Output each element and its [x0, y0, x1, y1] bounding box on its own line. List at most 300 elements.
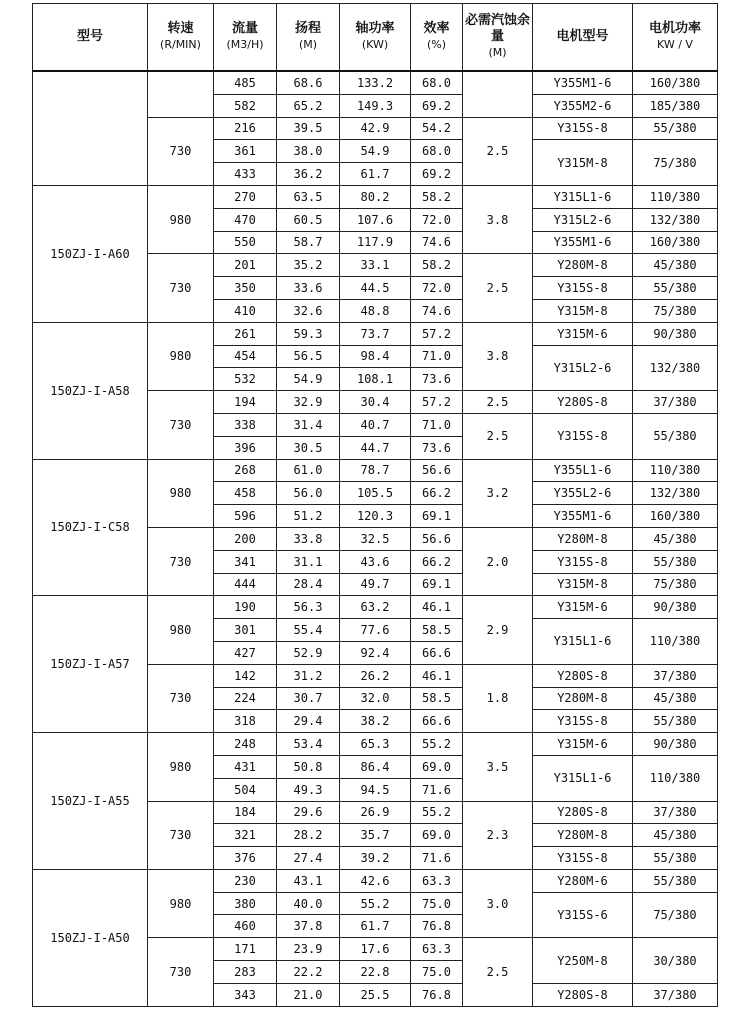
motor-power-cell: 90/380	[633, 596, 718, 619]
efficiency-cell: 69.1	[411, 505, 463, 528]
flow-cell: 396	[214, 436, 277, 459]
head-cell: 28.4	[277, 573, 340, 596]
header-title: 型号	[76, 29, 103, 44]
head-cell: 31.2	[277, 664, 340, 687]
motor-model-cell: Y315L1-6	[533, 755, 633, 801]
efficiency-cell: 66.6	[411, 641, 463, 664]
header-title: 转速	[167, 21, 194, 36]
motor-model-cell: Y315S-8	[533, 847, 633, 870]
efficiency-cell: 72.0	[411, 208, 463, 231]
efficiency-cell: 56.6	[411, 459, 463, 482]
shaft-power-cell: 73.7	[340, 322, 411, 345]
flow-cell: 550	[214, 231, 277, 254]
motor-model-cell: Y280M-8	[533, 824, 633, 847]
efficiency-cell: 75.0	[411, 892, 463, 915]
head-cell: 53.4	[277, 733, 340, 756]
efficiency-cell: 73.6	[411, 436, 463, 459]
flow-cell: 142	[214, 664, 277, 687]
flow-cell: 190	[214, 596, 277, 619]
model-cell: 150ZJ-I-A57	[33, 596, 148, 733]
head-cell: 58.7	[277, 231, 340, 254]
motor-model-cell: Y315S-8	[533, 413, 633, 459]
speed-cell: 730	[148, 938, 214, 1006]
shaft-power-cell: 40.7	[340, 413, 411, 436]
motor-power-cell: 132/380	[633, 345, 718, 391]
motor-power-cell: 30/380	[633, 938, 718, 984]
motor-model-cell: Y355M1-6	[533, 71, 633, 94]
shaft-power-cell: 120.3	[340, 505, 411, 528]
header-title: 必需汽蚀余量	[464, 13, 530, 44]
model-cell: 150ZJ-I-A60	[33, 185, 148, 322]
efficiency-cell: 74.6	[411, 231, 463, 254]
efficiency-cell: 69.2	[411, 94, 463, 117]
flow-cell: 184	[214, 801, 277, 824]
motor-power-cell: 55/380	[633, 869, 718, 892]
shaft-power-cell: 30.4	[340, 391, 411, 414]
table-row	[33, 596, 718, 619]
head-cell: 56.0	[277, 482, 340, 505]
efficiency-cell: 75.0	[411, 961, 463, 984]
shaft-power-cell: 17.6	[340, 938, 411, 961]
shaft-power-cell: 55.2	[340, 892, 411, 915]
speed-cell: 980	[148, 869, 214, 937]
motor-model-cell: Y315M-8	[533, 140, 633, 186]
shaft-power-cell: 42.9	[340, 117, 411, 140]
npsh-cell: 3.8	[463, 185, 533, 253]
shaft-power-cell: 42.6	[340, 869, 411, 892]
shaft-power-cell: 63.2	[340, 596, 411, 619]
motor-model-cell: Y315M-6	[533, 733, 633, 756]
header-title: 流量	[231, 21, 258, 36]
efficiency-cell: 69.2	[411, 163, 463, 186]
header-title: 效率	[423, 21, 450, 36]
flow-cell: 216	[214, 117, 277, 140]
npsh-cell: 2.5	[463, 413, 533, 459]
shaft-power-cell: 25.5	[340, 983, 411, 1006]
motor-power-cell: 55/380	[633, 550, 718, 573]
header-unit: KW / V	[657, 38, 693, 51]
head-cell: 22.2	[277, 961, 340, 984]
speed-cell: 730	[148, 527, 214, 595]
motor-power-cell: 110/380	[633, 459, 718, 482]
head-cell: 59.3	[277, 322, 340, 345]
spec-sheet	[32, 3, 717, 1007]
flow-cell: 270	[214, 185, 277, 208]
shaft-power-cell: 44.7	[340, 436, 411, 459]
model-cell	[33, 71, 148, 185]
motor-model-cell: Y315L1-6	[533, 619, 633, 665]
efficiency-cell: 46.1	[411, 664, 463, 687]
head-cell: 30.5	[277, 436, 340, 459]
head-cell: 40.0	[277, 892, 340, 915]
shaft-power-cell: 39.2	[340, 847, 411, 870]
motor-model-cell: Y315M-6	[533, 322, 633, 345]
motor-model-cell: Y315M-8	[533, 299, 633, 322]
npsh-cell: 2.9	[463, 596, 533, 664]
npsh-cell: 1.8	[463, 664, 533, 732]
head-cell: 68.6	[277, 71, 340, 94]
efficiency-cell: 55.2	[411, 733, 463, 756]
motor-power-cell: 45/380	[633, 527, 718, 550]
table-row	[33, 185, 718, 208]
motor-power-cell: 160/380	[633, 71, 718, 94]
motor-power-cell: 37/380	[633, 801, 718, 824]
npsh-cell: 3.2	[463, 459, 533, 527]
flow-cell: 532	[214, 368, 277, 391]
motor-model-cell: Y280M-6	[533, 869, 633, 892]
shaft-power-cell: 35.7	[340, 824, 411, 847]
speed-cell: 980	[148, 322, 214, 390]
flow-cell: 283	[214, 961, 277, 984]
efficiency-cell: 72.0	[411, 277, 463, 300]
motor-power-cell: 90/380	[633, 733, 718, 756]
header-efficiency	[411, 4, 463, 72]
npsh-cell: 2.5	[463, 117, 533, 185]
efficiency-cell: 58.2	[411, 254, 463, 277]
shaft-power-cell: 105.5	[340, 482, 411, 505]
header-model	[33, 4, 148, 72]
shaft-power-cell: 77.6	[340, 619, 411, 642]
efficiency-cell: 63.3	[411, 938, 463, 961]
motor-power-cell: 37/380	[633, 983, 718, 1006]
head-cell: 29.6	[277, 801, 340, 824]
motor-model-cell: Y250M-8	[533, 938, 633, 984]
flow-cell: 431	[214, 755, 277, 778]
head-cell: 63.5	[277, 185, 340, 208]
head-cell: 54.9	[277, 368, 340, 391]
head-cell: 27.4	[277, 847, 340, 870]
motor-model-cell: Y355M1-6	[533, 231, 633, 254]
header-unit: (M3/H)	[226, 38, 264, 51]
flow-cell: 458	[214, 482, 277, 505]
motor-power-cell: 55/380	[633, 117, 718, 140]
flow-cell: 470	[214, 208, 277, 231]
head-cell: 33.8	[277, 527, 340, 550]
efficiency-cell: 71.6	[411, 847, 463, 870]
motor-model-cell: Y315M-6	[533, 596, 633, 619]
efficiency-cell: 74.6	[411, 299, 463, 322]
shaft-power-cell: 117.9	[340, 231, 411, 254]
shaft-power-cell: 98.4	[340, 345, 411, 368]
flow-cell: 341	[214, 550, 277, 573]
head-cell: 49.3	[277, 778, 340, 801]
speed-cell: 980	[148, 459, 214, 527]
motor-model-cell: Y280M-8	[533, 254, 633, 277]
speed-cell: 980	[148, 733, 214, 801]
shaft-power-cell: 92.4	[340, 641, 411, 664]
motor-model-cell: Y280M-8	[533, 527, 633, 550]
motor-power-cell: 45/380	[633, 824, 718, 847]
motor-power-cell: 75/380	[633, 299, 718, 322]
efficiency-cell: 58.2	[411, 185, 463, 208]
npsh-cell: 2.3	[463, 801, 533, 869]
motor-power-cell: 75/380	[633, 892, 718, 938]
flow-cell: 200	[214, 527, 277, 550]
motor-power-cell: 132/380	[633, 208, 718, 231]
npsh-cell: 3.5	[463, 733, 533, 801]
efficiency-cell: 57.2	[411, 391, 463, 414]
efficiency-cell: 57.2	[411, 322, 463, 345]
motor-model-cell: Y280S-8	[533, 801, 633, 824]
header-head	[277, 4, 340, 72]
efficiency-cell: 76.8	[411, 915, 463, 938]
header-unit: (%)	[426, 38, 447, 51]
model-cell: 150ZJ-I-A55	[33, 733, 148, 870]
model-cell: 150ZJ-I-A50	[33, 869, 148, 1006]
shaft-power-cell: 108.1	[340, 368, 411, 391]
shaft-power-cell: 78.7	[340, 459, 411, 482]
efficiency-cell: 73.6	[411, 368, 463, 391]
head-cell: 51.2	[277, 505, 340, 528]
table-row	[33, 459, 718, 482]
head-cell: 39.5	[277, 117, 340, 140]
motor-power-cell: 110/380	[633, 185, 718, 208]
head-cell: 31.4	[277, 413, 340, 436]
shaft-power-cell: 44.5	[340, 277, 411, 300]
npsh-cell: 2.5	[463, 391, 533, 414]
header-title: 轴功率	[355, 21, 395, 36]
motor-power-cell: 110/380	[633, 619, 718, 665]
npsh-cell: 3.8	[463, 322, 533, 390]
head-cell: 50.8	[277, 755, 340, 778]
motor-power-cell: 110/380	[633, 755, 718, 801]
flow-cell: 485	[214, 71, 277, 94]
flow-cell: 350	[214, 277, 277, 300]
pump-spec-table	[32, 3, 718, 1007]
efficiency-cell: 68.0	[411, 71, 463, 94]
motor-power-cell: 37/380	[633, 664, 718, 687]
speed-cell: 730	[148, 664, 214, 732]
shaft-power-cell: 86.4	[340, 755, 411, 778]
speed-cell: 730	[148, 117, 214, 185]
shaft-power-cell: 80.2	[340, 185, 411, 208]
flow-cell: 224	[214, 687, 277, 710]
flow-cell: 410	[214, 299, 277, 322]
motor-power-cell: 160/380	[633, 231, 718, 254]
shaft-power-cell: 49.7	[340, 573, 411, 596]
model-cell: 150ZJ-I-A58	[33, 322, 148, 459]
motor-power-cell: 55/380	[633, 277, 718, 300]
motor-model-cell: Y315S-8	[533, 710, 633, 733]
header-title: 扬程	[294, 21, 321, 36]
shaft-power-cell: 107.6	[340, 208, 411, 231]
motor-model-cell: Y280S-8	[533, 983, 633, 1006]
flow-cell: 261	[214, 322, 277, 345]
flow-cell: 338	[214, 413, 277, 436]
table-row	[33, 733, 718, 756]
motor-model-cell: Y315L2-6	[533, 208, 633, 231]
efficiency-cell: 55.2	[411, 801, 463, 824]
speed-cell: 980	[148, 185, 214, 253]
motor-model-cell: Y315L2-6	[533, 345, 633, 391]
efficiency-cell: 56.6	[411, 527, 463, 550]
header-unit: (KW)	[361, 38, 389, 51]
flow-cell: 596	[214, 505, 277, 528]
npsh-cell	[463, 71, 533, 117]
flow-cell: 460	[214, 915, 277, 938]
motor-model-cell: Y315S-8	[533, 550, 633, 573]
motor-power-cell: 37/380	[633, 391, 718, 414]
shaft-power-cell: 32.0	[340, 687, 411, 710]
motor-model-cell: Y280S-8	[533, 391, 633, 414]
npsh-cell: 3.0	[463, 869, 533, 937]
header-speed	[148, 4, 214, 72]
head-cell: 56.5	[277, 345, 340, 368]
header-npsh	[463, 4, 533, 72]
table-row	[33, 71, 718, 94]
shaft-power-cell: 26.9	[340, 801, 411, 824]
motor-power-cell: 55/380	[633, 413, 718, 459]
flow-cell: 582	[214, 94, 277, 117]
shaft-power-cell: 32.5	[340, 527, 411, 550]
head-cell: 30.7	[277, 687, 340, 710]
speed-cell	[148, 71, 214, 117]
head-cell: 32.6	[277, 299, 340, 322]
head-cell: 61.0	[277, 459, 340, 482]
npsh-cell: 2.5	[463, 938, 533, 1006]
head-cell: 31.1	[277, 550, 340, 573]
flow-cell: 318	[214, 710, 277, 733]
efficiency-cell: 58.5	[411, 687, 463, 710]
motor-power-cell: 45/380	[633, 687, 718, 710]
efficiency-cell: 68.0	[411, 140, 463, 163]
shaft-power-cell: 48.8	[340, 299, 411, 322]
flow-cell: 171	[214, 938, 277, 961]
head-cell: 52.9	[277, 641, 340, 664]
flow-cell: 248	[214, 733, 277, 756]
motor-model-cell: Y355M2-6	[533, 94, 633, 117]
shaft-power-cell: 26.2	[340, 664, 411, 687]
motor-model-cell: Y355L1-6	[533, 459, 633, 482]
flow-cell: 504	[214, 778, 277, 801]
efficiency-cell: 71.6	[411, 778, 463, 801]
shaft-power-cell: 43.6	[340, 550, 411, 573]
head-cell: 43.1	[277, 869, 340, 892]
head-cell: 55.4	[277, 619, 340, 642]
efficiency-cell: 66.2	[411, 482, 463, 505]
head-cell: 23.9	[277, 938, 340, 961]
flow-cell: 194	[214, 391, 277, 414]
flow-cell: 380	[214, 892, 277, 915]
head-cell: 28.2	[277, 824, 340, 847]
shaft-power-cell: 94.5	[340, 778, 411, 801]
header-shaft-power	[340, 4, 411, 72]
shaft-power-cell: 133.2	[340, 71, 411, 94]
head-cell: 56.3	[277, 596, 340, 619]
head-cell: 37.8	[277, 915, 340, 938]
header-title: 电机型号	[556, 29, 609, 44]
head-cell: 33.6	[277, 277, 340, 300]
motor-power-cell: 45/380	[633, 254, 718, 277]
motor-model-cell: Y315S-6	[533, 892, 633, 938]
header-unit: (M)	[298, 38, 318, 51]
flow-cell: 376	[214, 847, 277, 870]
motor-model-cell: Y315S-8	[533, 277, 633, 300]
motor-model-cell: Y315L1-6	[533, 185, 633, 208]
motor-power-cell: 55/380	[633, 847, 718, 870]
head-cell: 60.5	[277, 208, 340, 231]
head-cell: 35.2	[277, 254, 340, 277]
flow-cell: 444	[214, 573, 277, 596]
motor-model-cell: Y280S-8	[533, 664, 633, 687]
efficiency-cell: 66.2	[411, 550, 463, 573]
head-cell: 65.2	[277, 94, 340, 117]
efficiency-cell: 69.0	[411, 824, 463, 847]
shaft-power-cell: 61.7	[340, 163, 411, 186]
flow-cell: 454	[214, 345, 277, 368]
shaft-power-cell: 33.1	[340, 254, 411, 277]
npsh-cell: 2.5	[463, 254, 533, 322]
motor-model-cell: Y355L2-6	[533, 482, 633, 505]
motor-power-cell: 160/380	[633, 505, 718, 528]
motor-power-cell: 132/380	[633, 482, 718, 505]
efficiency-cell: 66.6	[411, 710, 463, 733]
flow-cell: 433	[214, 163, 277, 186]
motor-power-cell: 75/380	[633, 573, 718, 596]
flow-cell: 201	[214, 254, 277, 277]
header-title: 电机功率	[648, 21, 701, 36]
speed-cell: 730	[148, 254, 214, 322]
header-unit: (M)	[488, 46, 507, 59]
motor-model-cell: Y315M-8	[533, 573, 633, 596]
table-row	[33, 322, 718, 345]
shaft-power-cell: 149.3	[340, 94, 411, 117]
model-cell: 150ZJ-I-C58	[33, 459, 148, 596]
motor-model-cell: Y355M1-6	[533, 505, 633, 528]
flow-cell: 321	[214, 824, 277, 847]
shaft-power-cell: 22.8	[340, 961, 411, 984]
head-cell: 38.0	[277, 140, 340, 163]
flow-cell: 361	[214, 140, 277, 163]
head-cell: 36.2	[277, 163, 340, 186]
table-row	[33, 869, 718, 892]
speed-cell: 980	[148, 596, 214, 664]
motor-power-cell: 75/380	[633, 140, 718, 186]
header-motor-model	[533, 4, 633, 72]
npsh-cell: 2.0	[463, 527, 533, 595]
speed-cell: 730	[148, 801, 214, 869]
flow-cell: 268	[214, 459, 277, 482]
head-cell: 21.0	[277, 983, 340, 1006]
shaft-power-cell: 65.3	[340, 733, 411, 756]
efficiency-cell: 69.0	[411, 755, 463, 778]
motor-model-cell: Y315S-8	[533, 117, 633, 140]
header-unit: (R/MIN)	[160, 38, 201, 51]
head-cell: 32.9	[277, 391, 340, 414]
motor-power-cell: 185/380	[633, 94, 718, 117]
shaft-power-cell: 54.9	[340, 140, 411, 163]
efficiency-cell: 46.1	[411, 596, 463, 619]
flow-cell: 230	[214, 869, 277, 892]
efficiency-cell: 58.5	[411, 619, 463, 642]
efficiency-cell: 71.0	[411, 413, 463, 436]
flow-cell: 301	[214, 619, 277, 642]
table-body	[33, 71, 718, 1006]
head-cell: 29.4	[277, 710, 340, 733]
flow-cell: 427	[214, 641, 277, 664]
shaft-power-cell: 61.7	[340, 915, 411, 938]
header-flow	[214, 4, 277, 72]
motor-power-cell: 55/380	[633, 710, 718, 733]
efficiency-cell: 76.8	[411, 983, 463, 1006]
efficiency-cell: 54.2	[411, 117, 463, 140]
flow-cell: 343	[214, 983, 277, 1006]
motor-power-cell: 90/380	[633, 322, 718, 345]
table-header-row	[33, 4, 718, 72]
speed-cell: 730	[148, 391, 214, 459]
shaft-power-cell: 38.2	[340, 710, 411, 733]
efficiency-cell: 63.3	[411, 869, 463, 892]
